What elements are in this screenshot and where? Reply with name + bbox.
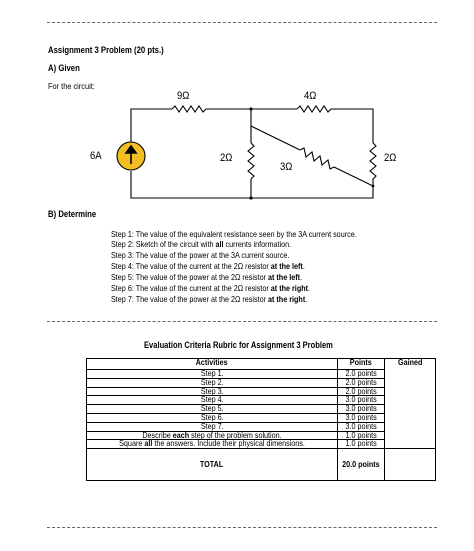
table-row: Step 6. 3.0 points <box>87 413 436 422</box>
table-row: Step 3. 2.0 points <box>87 387 436 396</box>
step-2: Step 2: Sketch of the circuit with all currents information. <box>111 239 292 249</box>
resistor-diag-zigzag <box>300 148 334 169</box>
resistor-diag-label: 3Ω <box>280 161 293 173</box>
header-gained: Gained <box>385 359 436 449</box>
resistor-mid-zigzag <box>248 143 254 179</box>
resistor-4-label: 4Ω <box>304 90 317 102</box>
total-label: TOTAL <box>200 458 224 469</box>
rubric-header-row <box>87 359 436 370</box>
resistor-9-label: 9Ω <box>177 90 190 102</box>
total-points: 20.0 points <box>342 458 380 469</box>
determine-heading: B) Determine <box>48 209 97 219</box>
step-1: Step 1: The value of the equivalent resistance seen by the 3A current source. <box>111 229 357 239</box>
header-activities: Activities <box>87 359 338 370</box>
rubric-table <box>86 358 436 481</box>
table-row: Step 2. 2.0 points <box>87 378 436 387</box>
step-6: Step 6: The value of the current at the 2Ω resistor at the right. <box>111 283 311 293</box>
wire-bottom-right <box>131 171 373 198</box>
wire-top-right <box>331 109 373 143</box>
resistor-right-label: 2Ω <box>384 152 397 164</box>
wire-diagonal-a <box>251 126 300 150</box>
mid-divider <box>47 321 437 322</box>
resistor-right-zigzag <box>370 143 376 179</box>
table-row: Step 5. 3.0 points <box>87 405 436 414</box>
describe-row: Describe each step of the problem solution. 1.0 points <box>87 431 436 440</box>
square-row: Square all the answers. Include their physical dimensions. 1.0 points <box>87 440 436 449</box>
step-7: Step 7: The value of the power at the 2Ω resistor at the right. <box>111 294 308 304</box>
total-row <box>87 449 436 481</box>
resistor-4-zigzag <box>297 106 331 112</box>
resistor-9-zigzag <box>172 106 206 112</box>
step-5: Step 5: The value of the power at the 2Ω resistor at the left. <box>111 272 303 282</box>
step-4: Step 4: The value of the current at the 2Ω resistor at the left. <box>111 261 305 271</box>
table-row: Step 4. 3.0 points <box>87 396 436 405</box>
wire-top-left <box>131 109 172 127</box>
table-row: Step 1. 2.0 points <box>87 370 436 379</box>
header-points: Points <box>338 359 385 370</box>
table-row: Step 7. 3.0 points <box>87 422 436 431</box>
assignment-title: Assignment 3 Problem (20 pts.) <box>48 45 164 55</box>
source-label: 6A <box>90 150 102 162</box>
step-3: Step 3: The value of the power at the 3A current source. <box>111 250 290 260</box>
given-heading: A) Given <box>48 63 80 73</box>
rubric-title: Evaluation Criteria Rubric for Assignment 3 Problem <box>144 340 333 350</box>
wire-diagonal-b <box>334 167 373 186</box>
bottom-divider <box>47 527 437 528</box>
for-circuit-label: For the circuit: <box>48 81 95 91</box>
resistor-mid-label: 2Ω <box>220 152 233 164</box>
